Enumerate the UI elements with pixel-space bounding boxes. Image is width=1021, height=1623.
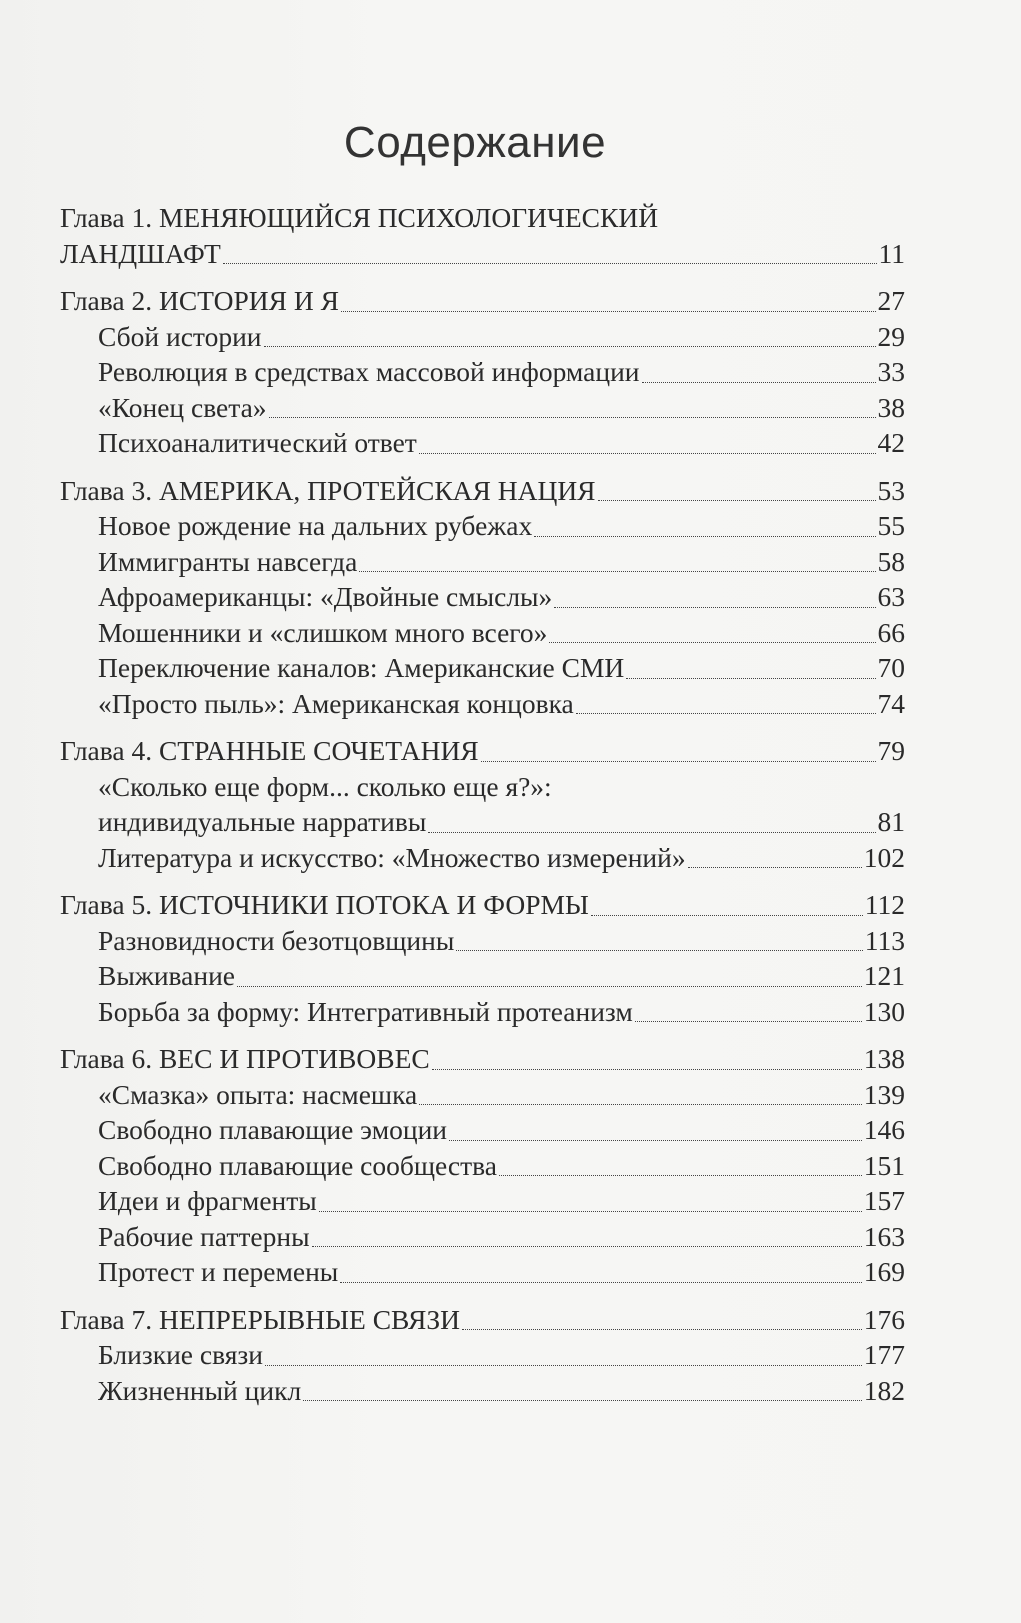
page-number: 74	[877, 687, 905, 719]
chapter-title: Глава 3. АМЕРИКА, ПРОТЕЙСКАЯ НАЦИЯ	[60, 474, 596, 506]
section-title: Революция в средствах массовой информации	[98, 356, 640, 387]
page-number: 79	[877, 735, 905, 766]
page-number: 27	[877, 285, 905, 316]
chapter-title: Глава 5. ИСТОЧНИКИ ПОТОКА И ФОРМЫ	[60, 889, 589, 920]
page-number: 112	[864, 889, 905, 920]
toc-section-entry[interactable]	[60, 544, 905, 580]
toc-section-entry[interactable]	[60, 1183, 905, 1219]
section-title: «Смазка» опыта: насмешка	[98, 1078, 418, 1110]
chapter-title: Глава 4. СТРАННЫЕ СОЧЕТАНИЯ	[60, 735, 479, 766]
chapter-1	[60, 200, 905, 271]
toc-section-entry[interactable]	[60, 958, 905, 994]
toc-section-entry[interactable]	[60, 1112, 905, 1148]
page-number: 70	[877, 652, 905, 683]
page-number: 53	[877, 474, 905, 506]
section-title: Литература и искусство: «Множество измерений»	[98, 841, 686, 873]
dot-leader	[456, 950, 862, 951]
dot-leader	[481, 761, 876, 762]
dot-leader	[598, 500, 876, 501]
dot-leader	[534, 536, 875, 537]
toc-section-entry[interactable]	[60, 1254, 905, 1290]
page-number: 33	[877, 356, 905, 387]
page-number: 66	[877, 616, 905, 648]
toc-entry[interactable]	[60, 1302, 905, 1338]
toc-section-entry[interactable]	[60, 994, 905, 1030]
dot-leader	[499, 1175, 862, 1176]
page-number: 146	[863, 1114, 905, 1145]
dot-leader	[269, 417, 876, 418]
dot-leader	[419, 453, 876, 454]
toc-section-entry[interactable]	[60, 650, 905, 686]
page-number: 157	[863, 1185, 905, 1216]
page-number: 177	[863, 1339, 905, 1370]
section-title: индивидуальные нарративы	[98, 806, 427, 837]
toc-entry[interactable]	[60, 473, 905, 509]
toc-section-entry[interactable]	[60, 1373, 905, 1409]
page-number: 130	[863, 995, 905, 1027]
section-title: Мошенники и «слишком много всего»	[98, 616, 548, 648]
section-title: Свободно плавающие эмоции	[98, 1114, 448, 1145]
chapter-title: ЛАНДШАФТ	[60, 237, 221, 269]
toc-section-entry[interactable]	[60, 840, 905, 876]
table-of-contents	[60, 200, 905, 1420]
section-title: Идеи и фрагменты	[98, 1185, 317, 1216]
section-title: Свободно плавающие сообщества	[98, 1149, 497, 1181]
dot-leader	[264, 346, 876, 347]
dot-leader	[419, 1104, 862, 1105]
dot-leader	[237, 986, 862, 987]
toc-entry[interactable]	[60, 733, 905, 769]
dot-leader	[223, 263, 877, 264]
section-title-line: «Сколько еще форм... сколько еще я?»:	[98, 770, 552, 802]
toc-entry[interactable]	[60, 283, 905, 319]
section-title: Сбой истории	[98, 320, 262, 352]
section-title: Афроамериканцы: «Двойные смыслы»	[98, 581, 553, 612]
dot-leader	[576, 713, 876, 714]
dot-leader	[340, 1282, 861, 1283]
section-title: Протест и перемены	[98, 1256, 339, 1287]
page-number: 55	[877, 510, 905, 541]
toc-section-entry[interactable]	[60, 390, 905, 426]
section-title: Близкие связи	[98, 1339, 263, 1370]
section-title: «Конец света»	[98, 391, 267, 423]
chapter-2	[60, 283, 905, 461]
dot-leader	[312, 1246, 862, 1247]
dot-leader	[549, 642, 875, 643]
chapter-7	[60, 1302, 905, 1409]
page-number: 102	[863, 841, 905, 873]
chapter-4	[60, 733, 905, 875]
dot-leader	[428, 832, 875, 833]
toc-section-entry[interactable]	[60, 1219, 905, 1255]
page-title: Содержание	[343, 118, 607, 167]
chapter-title-line: Глава 1. МЕНЯЮЩИЙСЯ ПСИХОЛОГИЧЕСКИЙ	[60, 202, 659, 233]
section-title: Борьба за форму: Интегративный протеанизм	[98, 995, 633, 1027]
toc-entry[interactable]	[60, 1041, 905, 1077]
dot-leader	[303, 1400, 862, 1401]
dot-leader	[265, 1365, 862, 1366]
section-title: Жизненный цикл	[98, 1374, 302, 1406]
dot-leader	[688, 867, 862, 868]
chapter-title: Глава 2. ИСТОРИЯ И Я	[60, 285, 339, 316]
toc-section-entry[interactable]	[60, 686, 905, 722]
page-number: 138	[863, 1043, 905, 1074]
page-number: 151	[863, 1149, 905, 1181]
page-number: 38	[877, 391, 905, 423]
toc-entry[interactable]	[60, 236, 905, 272]
page-number: 42	[877, 427, 905, 458]
page-number: 81	[877, 806, 905, 837]
toc-section-entry[interactable]	[60, 319, 905, 355]
page-number: 63	[877, 581, 905, 612]
page-number: 139	[863, 1078, 905, 1110]
section-title: Переключение каналов: Американские СМИ	[98, 652, 625, 683]
section-title: Психоаналитический ответ	[98, 427, 417, 458]
chapter-5	[60, 887, 905, 1029]
page-number: 113	[864, 924, 905, 956]
dot-leader	[432, 1069, 862, 1070]
dot-leader	[635, 1021, 862, 1022]
dot-leader	[449, 1140, 862, 1141]
page-number: 11	[878, 237, 905, 269]
dot-leader	[462, 1329, 862, 1330]
page-number: 121	[863, 960, 905, 991]
chapter-title: Глава 6. ВЕС И ПРОТИВОВЕС	[60, 1043, 430, 1074]
page-number: 169	[863, 1256, 905, 1287]
dot-leader	[591, 915, 863, 916]
page-number: 58	[877, 545, 905, 577]
section-title: Рабочие паттерны	[98, 1220, 310, 1252]
toc-section-entry[interactable]	[60, 1337, 905, 1373]
toc-section-entry[interactable]	[60, 923, 905, 959]
page-number: 176	[863, 1303, 905, 1335]
section-title: Выживание	[98, 960, 236, 991]
chapter-title: Глава 7. НЕПРЕРЫВНЫЕ СВЯЗИ	[60, 1303, 460, 1335]
dot-leader	[359, 571, 875, 572]
dot-leader	[319, 1211, 862, 1212]
toc-section-entry[interactable]	[60, 615, 905, 651]
chapter-3	[60, 473, 905, 722]
toc-section-entry[interactable]	[60, 425, 905, 461]
dot-leader	[554, 607, 875, 608]
section-title: Иммигранты навсегда	[98, 545, 358, 577]
toc-section-entry[interactable]	[60, 1148, 905, 1184]
page-number: 29	[877, 320, 905, 352]
toc-section-entry[interactable]	[60, 579, 905, 615]
chapter-6	[60, 1041, 905, 1290]
page-number: 182	[863, 1374, 905, 1406]
section-title: Разновидности безотцовщины	[98, 924, 455, 956]
section-title: «Просто пыль»: Американская концовка	[98, 687, 574, 719]
dot-leader	[626, 678, 875, 679]
dot-leader	[642, 382, 876, 383]
toc-section-entry[interactable]	[60, 804, 905, 840]
page-number: 163	[863, 1220, 905, 1252]
toc-section-entry[interactable]	[60, 508, 905, 544]
section-title: Новое рождение на дальних рубежах	[98, 510, 533, 541]
toc-entry[interactable]	[60, 887, 905, 923]
toc-section-entry[interactable]	[60, 1077, 905, 1113]
dot-leader	[341, 311, 876, 312]
toc-section-entry[interactable]	[60, 354, 905, 390]
